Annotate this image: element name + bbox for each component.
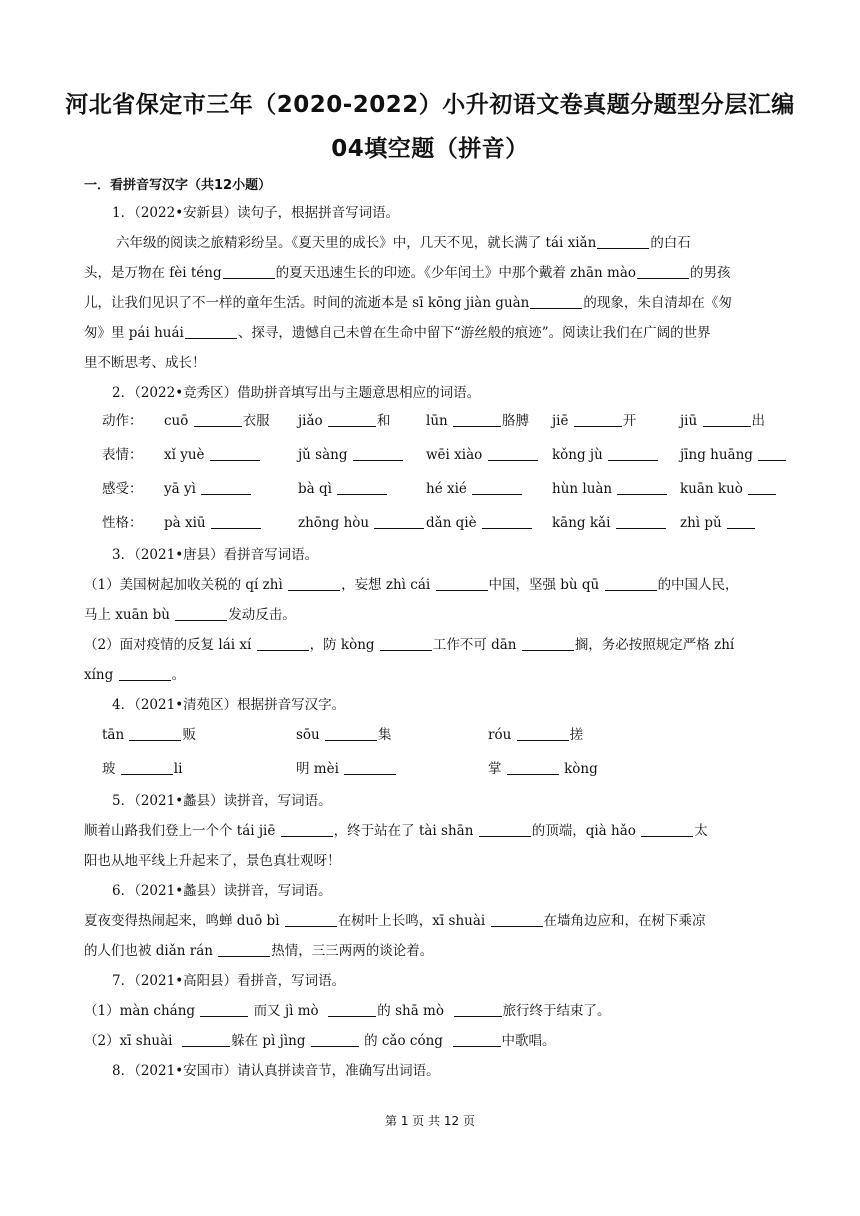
- text: 的 shā mò: [377, 1003, 444, 1019]
- answer-blank[interactable]: [608, 446, 658, 461]
- answer-blank[interactable]: [218, 942, 270, 957]
- question-7-heading: 7．（2021•高阳县）看拼音，写词语。: [112, 973, 346, 989]
- answer-blank[interactable]: [285, 912, 337, 927]
- document-title-line2: 04填空题（拼音）: [331, 136, 529, 162]
- answer-blank[interactable]: [337, 480, 387, 495]
- question-7-part-2: [84, 1032, 556, 1050]
- answer-blank[interactable]: [605, 576, 657, 591]
- answer-blank[interactable]: [374, 514, 424, 529]
- question-3-part-1-line-2: [84, 606, 296, 624]
- answer-blank[interactable]: [727, 514, 755, 529]
- pinyin: hé xié: [426, 481, 472, 497]
- answer-blank[interactable]: [522, 636, 574, 651]
- pinyin: yā yì: [164, 481, 201, 497]
- text: 中歌唱。: [501, 1033, 556, 1049]
- text: 的男孩: [690, 265, 731, 281]
- answer-blank[interactable]: [210, 446, 260, 461]
- answer-blank[interactable]: [353, 446, 403, 461]
- suffix: 开: [622, 413, 637, 429]
- text: 夏夜变得热闹起来，鸣蝉 duō bì: [84, 913, 280, 929]
- q2-item: [164, 446, 261, 464]
- text: 的白石: [650, 235, 691, 251]
- pinyin: hùn luàn: [552, 481, 617, 497]
- question-6-heading: 6．（2021•蠡县）读拼音，写词语。: [112, 883, 332, 899]
- q2-item: [298, 514, 425, 532]
- question-5-line-1: [84, 822, 708, 840]
- q2-row-label: 性格：: [102, 515, 143, 531]
- question-4-heading: 4．（2021•清苑区）根据拼音写汉字。: [112, 697, 346, 713]
- text: （2）xī shuài: [84, 1033, 173, 1049]
- pinyin: jiē: [552, 413, 573, 429]
- answer-blank[interactable]: [182, 1032, 230, 1047]
- text: ，终于站在了 tài shān: [333, 823, 474, 839]
- q2-item: [426, 480, 523, 498]
- answer-blank[interactable]: [194, 412, 242, 427]
- text: 头，是万物在 fèi téng: [84, 265, 222, 281]
- question-1-line-4: [84, 324, 711, 342]
- text: xíng: [84, 667, 114, 683]
- text: 六年级的阅读之旅精彩纷呈。《夏天里的成长》中，几天不见，就长满了 tái xiǎn: [116, 235, 597, 251]
- text: ，妄想 zhì cái: [341, 577, 431, 593]
- text: 在墙角边应和，在树下乘凉: [543, 913, 706, 929]
- q2-item: [298, 412, 390, 430]
- question-1-line-2: [84, 264, 731, 282]
- text: （2）面对疫情的反复 lái xí: [84, 637, 252, 653]
- answer-blank[interactable]: [328, 412, 376, 427]
- text: 太: [694, 823, 708, 839]
- text: 马上 xuān bù: [84, 607, 170, 623]
- pinyin: jiǎo: [298, 413, 327, 429]
- text: 集: [378, 727, 392, 743]
- pinyin: xǐ yuè: [164, 447, 209, 463]
- q2-item: [164, 412, 270, 430]
- answer-blank[interactable]: [257, 636, 309, 651]
- q4-item: [102, 726, 196, 744]
- answer-blank[interactable]: [129, 726, 181, 741]
- q4-item: [296, 760, 397, 778]
- text: 的人们也被 diǎn rán: [84, 943, 213, 959]
- question-1-line-3: [84, 294, 732, 312]
- answer-blank[interactable]: [175, 606, 227, 621]
- pinyin: kuān kuò: [680, 481, 748, 497]
- q2-item: [680, 514, 756, 532]
- q2-item: [552, 514, 667, 532]
- answer-blank[interactable]: [328, 1002, 376, 1017]
- answer-blank[interactable]: [472, 480, 522, 495]
- q2-item: [552, 412, 636, 430]
- q2-item: [426, 412, 529, 430]
- pinyin: jīng huāng: [680, 447, 758, 463]
- question-1-line-1: [116, 234, 691, 252]
- answer-blank[interactable]: [325, 726, 377, 741]
- text: róu: [488, 727, 516, 743]
- q2-item: [426, 446, 539, 464]
- text: 热情，三三两两的谈论着。: [271, 943, 434, 959]
- answer-blank[interactable]: [488, 446, 538, 461]
- text: 顺着山路我们登上一个个 tái jiē: [84, 823, 276, 839]
- q2-row-label: 感受：: [102, 481, 143, 497]
- text: 旅行终于结束了。: [502, 1003, 611, 1019]
- text: 玻: [102, 761, 120, 777]
- pinyin: lūn: [426, 413, 452, 429]
- q2-item: [680, 446, 787, 464]
- q2-item: [680, 480, 777, 498]
- answer-blank[interactable]: [453, 412, 501, 427]
- question-3-part-1-line-1: [84, 576, 739, 594]
- q2-row-label: 表情：: [102, 447, 143, 463]
- answer-blank[interactable]: [641, 822, 693, 837]
- pinyin: kāng kǎi: [552, 515, 615, 531]
- text: tān: [102, 727, 129, 743]
- text: 发动反击。: [228, 607, 296, 623]
- question-3-part-2-line-1: [84, 636, 734, 654]
- answer-blank[interactable]: [703, 412, 751, 427]
- suffix: 胳膊: [502, 413, 529, 429]
- text: 。: [171, 667, 186, 683]
- page-footer: 第 1 页 共 12 页: [385, 1114, 475, 1128]
- pinyin: zhōng hòu: [298, 515, 374, 531]
- question-8-heading: 8．（2021•安国市）请认真拼读音节，准确写出词语。: [112, 1063, 440, 1079]
- answer-blank[interactable]: [288, 576, 340, 591]
- answer-blank[interactable]: [311, 1032, 359, 1047]
- text: 贩: [182, 727, 196, 743]
- answer-blank[interactable]: [748, 480, 776, 495]
- pinyin: zhì pǔ: [680, 515, 727, 531]
- q2-item: [298, 446, 404, 464]
- answer-blank[interactable]: [121, 760, 173, 775]
- text: 的夏天迅速生长的印迹。《少年闰土》中那个戴着 zhān mào: [275, 265, 637, 281]
- answer-blank[interactable]: [223, 264, 275, 279]
- answer-blank[interactable]: [574, 412, 622, 427]
- question-7-part-1: [84, 1002, 611, 1020]
- answer-blank[interactable]: [454, 1002, 502, 1017]
- q2-item: [552, 446, 659, 464]
- question-1-line-5: 里不断思考、成长！: [84, 355, 206, 371]
- answer-blank[interactable]: [185, 324, 237, 339]
- question-3-part-2-line-2: [84, 666, 185, 684]
- q4-item: [296, 726, 392, 744]
- document-title-line1: 河北省保定市三年（2020-2022）小升初语文卷真题分题型分层汇编: [65, 92, 795, 118]
- section-heading: 一．看拼音写汉字（共12小题）: [84, 178, 272, 193]
- answer-blank[interactable]: [637, 264, 689, 279]
- answer-blank[interactable]: [758, 446, 786, 461]
- pinyin: dǎn qiè: [426, 515, 481, 531]
- text: kòng: [559, 761, 598, 777]
- question-3-heading: 3．（2021•唐县）看拼音写词语。: [112, 547, 319, 563]
- answer-blank[interactable]: [530, 294, 582, 309]
- text: sōu: [296, 727, 325, 743]
- pinyin: jǔ sàng: [298, 447, 352, 463]
- answer-blank[interactable]: [380, 636, 432, 651]
- answer-blank[interactable]: [344, 760, 396, 775]
- text: 躲在 pì jìng: [231, 1033, 306, 1049]
- answer-blank[interactable]: [507, 760, 559, 775]
- text: li: [173, 761, 183, 777]
- text: 的现象，朱自清却在《匆: [583, 295, 732, 311]
- question-5-heading: 5．（2021•蠡县）读拼音，写词语。: [112, 793, 332, 809]
- suffix: 和: [376, 413, 391, 429]
- question-6-line-1: [84, 912, 706, 930]
- q2-item: [426, 514, 533, 532]
- text: 的 cǎo cóng: [364, 1033, 443, 1049]
- text: 在树叶上长鸣，xī shuài: [337, 913, 486, 929]
- answer-blank[interactable]: [200, 1002, 248, 1017]
- text: 的中国人民，: [657, 577, 739, 593]
- answer-blank[interactable]: [436, 576, 488, 591]
- text: 、探寻，遗憾自己未曾在生命中留下“游丝般的痕迹”。阅读让我们在广阔的世界: [237, 325, 711, 341]
- text: 儿，让我们见识了不一样的童年生活。时间的流逝本是 sī kōng jiàn guàn: [84, 295, 530, 311]
- q2-item: [164, 514, 262, 532]
- question-5-line-2: 阳也从地平线上升起来了，景色真壮观呀！: [84, 853, 341, 869]
- answer-blank[interactable]: [453, 1032, 501, 1047]
- q2-item: [680, 412, 765, 430]
- text: 匆》里 pái huái: [84, 325, 184, 341]
- text: 明 mèi: [296, 761, 344, 777]
- pinyin: kǒng jù: [552, 447, 608, 463]
- answer-blank[interactable]: [597, 234, 649, 249]
- pinyin: wēi xiào: [426, 447, 487, 463]
- answer-blank[interactable]: [119, 666, 171, 681]
- q2-item: [164, 480, 252, 498]
- answer-blank[interactable]: [211, 514, 261, 529]
- answer-blank[interactable]: [201, 480, 251, 495]
- q4-item: [488, 726, 583, 744]
- answer-blank[interactable]: [517, 726, 569, 741]
- answer-blank[interactable]: [617, 480, 667, 495]
- q4-item: [488, 760, 598, 778]
- question-1-heading: 1．（2022•安新县）读句子，根据拼音写词语。: [112, 205, 400, 221]
- q2-row-label: 动作：: [102, 413, 143, 429]
- text: 中国，坚强 bù qū: [488, 577, 600, 593]
- question-6-line-2: [84, 942, 433, 960]
- text: 搓: [569, 727, 584, 743]
- answer-blank[interactable]: [491, 912, 543, 927]
- pinyin: jiū: [680, 413, 702, 429]
- question-2-heading: 2．（2022•竞秀区）借助拼音填写出与主题意思相应的词语。: [112, 385, 481, 401]
- pinyin: cuō: [164, 413, 193, 429]
- q4-item: [102, 760, 182, 778]
- pinyin: pà xiū: [164, 515, 210, 531]
- answer-blank[interactable]: [281, 822, 333, 837]
- text: 而又 jì mò: [253, 1003, 319, 1019]
- q2-item: [552, 480, 668, 498]
- q2-item: [298, 480, 388, 498]
- answer-blank[interactable]: [482, 514, 532, 529]
- text: 的顶端，qià hǎo: [531, 823, 636, 839]
- answer-blank[interactable]: [479, 822, 531, 837]
- suffix: 出: [751, 413, 765, 429]
- text: 搁，务必按照规定严格 zhí: [574, 637, 735, 653]
- text: （1）美国树起加收关税的 qí zhì: [84, 577, 283, 593]
- text: 工作不可 dān: [432, 637, 517, 653]
- suffix: 衣服: [242, 413, 270, 429]
- text: ，防 kòng: [309, 637, 375, 653]
- answer-blank[interactable]: [616, 514, 666, 529]
- text: 掌: [488, 761, 506, 777]
- pinyin: bà qì: [298, 481, 337, 497]
- text: （1）màn cháng: [84, 1003, 196, 1019]
